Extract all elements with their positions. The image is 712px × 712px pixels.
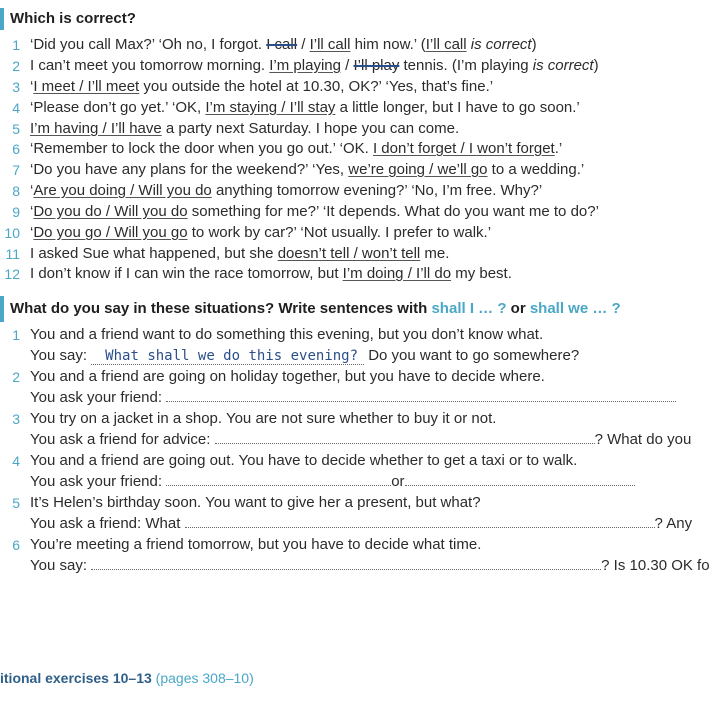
exercise-item <box>0 409 712 429</box>
exercise-item <box>0 119 712 139</box>
exercise-item <box>0 181 712 201</box>
exercise-item <box>0 535 712 555</box>
exercise-item <box>0 451 712 471</box>
item-text <box>30 139 562 159</box>
chosen-option: I’ll call <box>309 36 351 53</box>
item-number: 3 <box>12 79 20 95</box>
option-choice: I’m staying / I’ll stay <box>205 99 336 116</box>
situation-text: You and a friend are going on holiday together, but you have to decide where. <box>30 368 545 385</box>
item-number: 1 <box>12 327 20 343</box>
answer-prompt: You ask a friend for advice: <box>30 431 215 448</box>
section-bar <box>0 296 4 322</box>
exercise-item <box>0 139 712 159</box>
item-text-part: I asked Sue what happened, but she <box>30 245 278 262</box>
item-number: 1 <box>12 37 20 53</box>
item-text-part: a little longer, but I have to go soon.’ <box>335 99 580 116</box>
item-number: 8 <box>12 183 20 199</box>
exercise-item <box>0 56 712 76</box>
answer-prompt: You say: <box>30 347 92 364</box>
item-text-part: ‘ <box>30 182 34 199</box>
option-choice: we’re going / we’ll go <box>348 161 488 178</box>
item-text-part: me. <box>420 245 450 262</box>
option-choice: doesn’t tell / won’t tell <box>277 245 421 262</box>
answer-line <box>0 430 712 450</box>
item-text-part: ‘ <box>30 203 34 220</box>
section-2-title <box>10 300 621 317</box>
answer-suffix: ? Is 10.30 OK fo <box>601 557 710 574</box>
item-text <box>30 77 493 97</box>
item-text-part: ‘Remember to lock the door when you go out.’ ‘OK. <box>30 140 373 157</box>
exercise-item <box>0 325 712 345</box>
situation-text: You’re meeting a friend tomorrow, but you have to decide what time. <box>30 536 482 553</box>
answer-prompt: You say: <box>30 557 92 574</box>
answer-suffix: ? What do you <box>594 431 692 448</box>
item-text-part: ) <box>531 36 537 53</box>
item-number: 3 <box>12 411 20 427</box>
answer-row <box>30 346 579 366</box>
item-text <box>30 181 542 201</box>
option-choice: Are you doing / Will you do <box>33 182 212 199</box>
item-number: 6 <box>12 141 20 157</box>
crossed-out-option: I’ll play <box>353 57 400 74</box>
chosen-option: I’m playing <box>269 57 341 74</box>
answer-line <box>0 514 712 534</box>
situation-text: It’s Helen’s birthday soon. You want to give her a present, but what? <box>30 494 481 511</box>
item-text-part: my best. <box>451 265 512 282</box>
item-text <box>30 244 449 264</box>
answer-blank[interactable] <box>166 472 391 486</box>
answer-row <box>30 556 710 576</box>
option-choice: I’m doing / I’ll do <box>342 265 452 282</box>
or-label: or <box>391 473 405 490</box>
section-bar <box>0 8 4 30</box>
item-number: 10 <box>4 225 20 241</box>
title-phrase-a: shall I … ? <box>431 300 507 317</box>
item-text-part: ) <box>593 57 599 74</box>
exercise-item <box>0 264 712 284</box>
answer-line <box>0 388 712 408</box>
exercise-item <box>0 244 712 264</box>
answer-blank[interactable] <box>215 430 595 444</box>
option-separator: / <box>340 57 354 74</box>
item-number: 7 <box>12 162 20 178</box>
footer-label: itional exercises 10–13 <box>0 670 152 686</box>
item-text <box>30 35 537 55</box>
section-1-title: Which is correct? <box>10 10 136 27</box>
item-text-part: ‘Please don’t go yet.’ ‘OK, <box>30 99 206 116</box>
item-text <box>30 98 580 118</box>
item-number: 5 <box>12 121 20 137</box>
item-text <box>30 264 512 284</box>
item-text-part: you outside the hotel at 10.30, OK?’ ‘Yes, that’s fine.’ <box>139 78 494 95</box>
item-text-part: to work by car?’ ‘Not usually. I prefer to walk.’ <box>187 224 492 241</box>
option-choice: Do you do / Will you do <box>33 203 188 220</box>
item-text-part: ‘Did you call Max?’ ‘Oh no, I forgot. <box>30 36 267 53</box>
exercise-item <box>0 223 712 243</box>
item-text <box>30 56 599 76</box>
answer-note-italic: is correct <box>466 36 532 53</box>
title-phrase-b: shall we … ? <box>529 300 621 317</box>
answer-blank[interactable] <box>185 514 655 528</box>
answer-row <box>30 472 635 492</box>
answer-blank[interactable] <box>166 388 676 402</box>
handwritten-answer: What shall we do this evening? <box>91 348 364 365</box>
item-text-part: him now.’ ( <box>350 36 426 53</box>
option-choice: I meet / I’ll meet <box>33 78 140 95</box>
option-choice: I don’t forget / I won’t forget <box>372 140 555 157</box>
answer-note: I’ll call <box>425 36 467 53</box>
item-text-part: ‘Do you have any plans for the weekend?’ ‘Yes, <box>30 161 349 178</box>
answer-row <box>30 430 691 450</box>
item-text-part: I don’t know if I can win the race tomorrow, but <box>30 265 343 282</box>
title-or: or <box>506 300 530 317</box>
item-number: 6 <box>12 537 20 553</box>
answer-suffix: ? Any <box>654 515 693 532</box>
title-text: What do you say in these situations? Write sentences with <box>10 300 432 317</box>
item-text <box>30 160 584 180</box>
exercise-item <box>0 98 712 118</box>
exercise-item <box>0 493 712 513</box>
situation-text: You try on a jacket in a shop. You are not sure whether to buy it or not. <box>30 410 497 427</box>
crossed-out-option: I call <box>266 36 298 53</box>
answer-row <box>30 388 676 408</box>
answer-prompt: You ask your friend: <box>30 473 167 490</box>
option-choice: Do you go / Will you go <box>33 224 188 241</box>
item-text-part: ‘ <box>30 78 34 95</box>
footer-pages: (pages 308–10) <box>155 670 254 686</box>
item-text-part: ‘ <box>30 224 34 241</box>
answer-suffix: Do you want to go somewhere? <box>364 347 580 364</box>
exercise-item <box>0 77 712 97</box>
option-choice: I’m having / I’ll have <box>30 120 162 137</box>
option-separator: / <box>297 36 310 53</box>
item-number: 12 <box>4 266 20 282</box>
item-text <box>30 119 459 139</box>
item-text-part: .’ <box>554 140 563 157</box>
item-number: 9 <box>12 204 20 220</box>
answer-line <box>0 556 712 576</box>
footer-reference <box>0 670 254 686</box>
item-number: 5 <box>12 495 20 511</box>
item-text-part: something for me?’ ‘It depends. What do you want me to do?’ <box>187 203 599 220</box>
answer-prompt: You ask a friend: What <box>30 515 185 532</box>
exercise-item <box>0 35 712 55</box>
answer-line <box>0 472 712 492</box>
item-number: 11 <box>5 246 20 262</box>
item-number: 2 <box>12 58 20 74</box>
item-text <box>30 223 491 243</box>
item-number: 4 <box>12 453 20 469</box>
item-number: 2 <box>12 369 20 385</box>
answer-blank[interactable] <box>91 556 601 570</box>
item-text-part: a party next Saturday. I hope you can come. <box>161 120 460 137</box>
exercise-item <box>0 160 712 180</box>
item-text <box>30 202 599 222</box>
answer-row <box>30 514 692 534</box>
answer-blank[interactable] <box>405 472 635 486</box>
answer-prompt: You ask your friend: <box>30 389 167 406</box>
exercise-item <box>0 367 712 387</box>
item-text-part: I can’t meet you tomorrow morning. <box>30 57 270 74</box>
exercise-item <box>0 202 712 222</box>
item-number: 4 <box>12 100 20 116</box>
item-text-part: to a wedding.’ <box>487 161 585 178</box>
item-text-part: anything tomorrow evening?’ ‘No, I’m free. Why?’ <box>211 182 543 199</box>
answer-note-italic: is correct <box>532 57 594 74</box>
situation-text: You and a friend want to do something this evening, but you don’t know what. <box>30 326 544 343</box>
item-text-part: tennis. (I’m playing <box>399 57 533 74</box>
situation-text: You and a friend are going out. You have to decide whether to get a taxi or to walk. <box>30 452 578 469</box>
answer-line <box>0 346 712 366</box>
